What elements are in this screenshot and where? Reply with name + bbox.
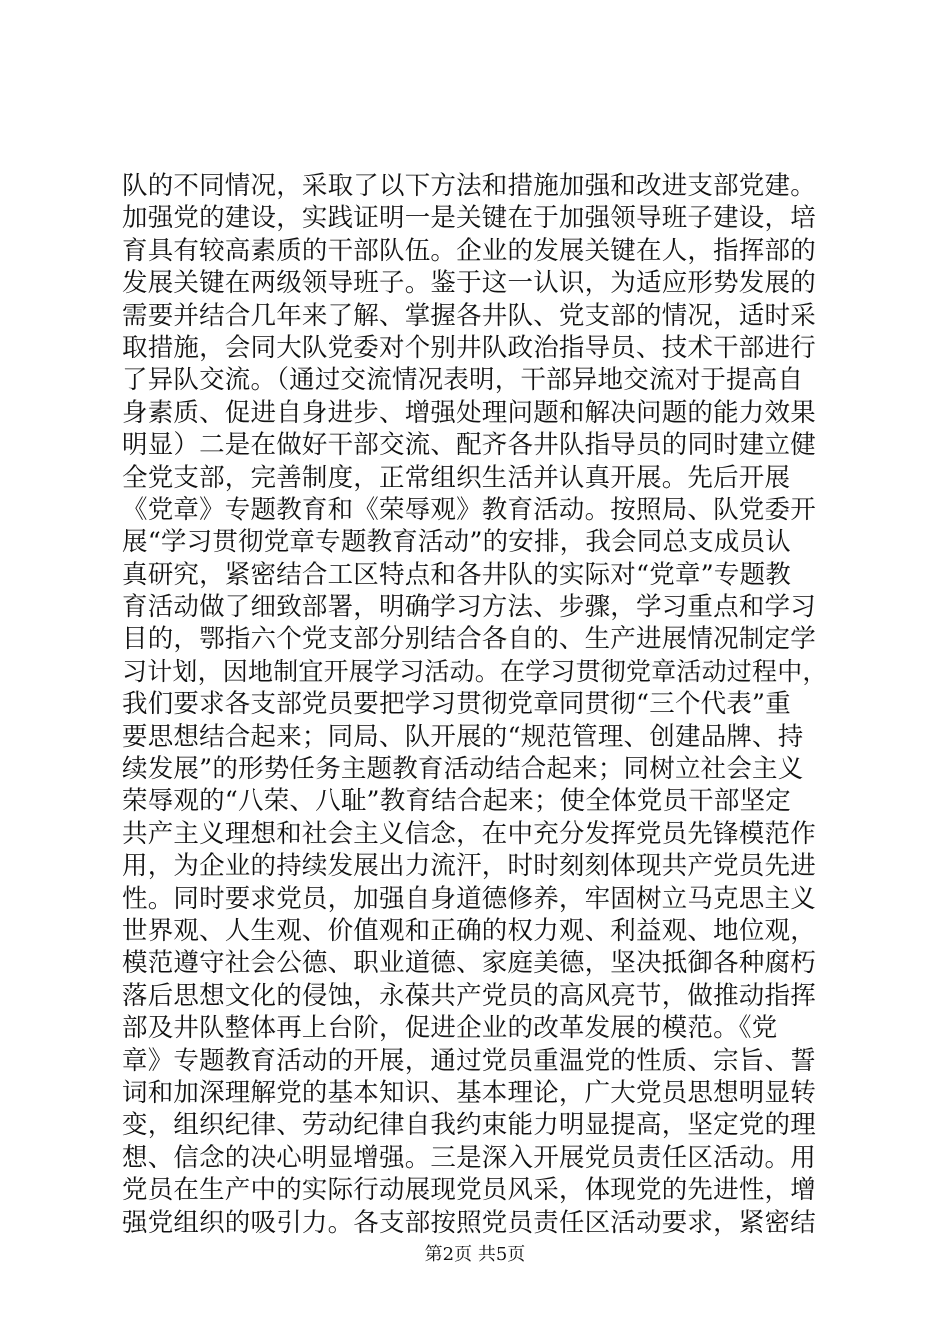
body-paragraph	[122, 170, 834, 1239]
text-line: 荣辱观的“八荣、八耻”教育结合起来；使全体党员干部坚定	[122, 786, 791, 817]
text-line: 明显）二是在做好干部交流、配齐各井队指导员的同时建立健	[122, 430, 816, 461]
text-line: 目的，鄂指六个党支部分别结合各自的、生产进展情况制定学	[122, 624, 816, 655]
text-line: 续发展”的形势任务主题教育活动结合起来；同树立社会主义	[122, 754, 804, 785]
text-line: 性。同时要求党员，加强自身道德修养，牢固树立马克思主义	[122, 883, 816, 914]
text-line: 习计划，因地制宜开展学习活动。在学习贯彻党章活动过程中，	[122, 656, 828, 686]
text-line: 党员在生产中的实际行动展现党员风采，体现党的先进性，增	[122, 1175, 816, 1206]
text-line: 加强党的建设，实践证明一是关键在于加强领导班子建设，培	[122, 203, 816, 234]
text-line: 全党支部，完善制度，正常组织生活并认真开展。先后开展	[122, 462, 791, 493]
text-line: 部及井队整体再上台阶，促进企业的改革发展的模范。《党	[122, 1013, 778, 1044]
text-line: 模范遵守社会公德、职业道德、家庭美德，坚决抵御各种腐朽	[122, 948, 816, 979]
text-line: 变，组织纪律、劳动纪律自我约束能力明显提高，坚定党的理	[122, 1110, 816, 1141]
text-line: 要思想结合起来；同局、队开展的“规范管理、创建品牌、持	[122, 721, 804, 752]
text-line: 取措施，会同大队党委对个别井队政治指导员、技术干部进行	[122, 332, 816, 363]
text-line: 需要并结合几年来了解、掌握各井队、党支部的情况，适时采	[122, 300, 816, 331]
text-line: 了异队交流。（通过交流情况表明，干部异地交流对于提高自	[122, 365, 804, 396]
text-line: 发展关键在两级领导班子。鉴于这一认识，为适应形势发展的	[122, 268, 816, 299]
text-line: 强党组织的吸引力。各支部按照党员责任区活动要求，紧密结	[122, 1207, 816, 1238]
text-line: 落后思想文化的侵蚀，永葆共产党员的高风亮节，做推动指挥	[122, 980, 816, 1011]
text-line: 想、信念的决心明显增强。三是深入开展党员责任区活动。用	[122, 1142, 816, 1173]
text-line: 词和加深理解党的基本知识、基本理论，广大党员思想明显转	[122, 1077, 816, 1108]
text-line: 育具有较高素质的干部队伍。企业的发展关键在人，指挥部的	[122, 235, 816, 266]
text-line: 世界观、人生观、价值观和正确的权力观、利益观、地位观，	[122, 915, 816, 946]
text-line: 展“学习贯彻党章专题教育活动”的安排，我会同总支成员认	[122, 527, 791, 558]
text-line: 真研究，紧密结合工区特点和各井队的实际对“党章”专题教	[122, 559, 791, 590]
text-line: 我们要求各支部党员要把学习贯彻党章同贯彻“三个代表”重	[122, 689, 791, 720]
text-line: 育活动做了细致部署，明确学习方法、步骤，学习重点和学习	[122, 592, 816, 623]
page-footer: 第2页 共5页	[424, 1244, 526, 1265]
text-line: 身素质、促进自身进步、增强处理问题和解决问题的能力效果	[122, 397, 816, 428]
text-line: 队的不同情况，采取了以下方法和措施加强和改进支部党建。	[122, 171, 816, 201]
text-line: 《党章》专题教育和《荣辱观》教育活动。按照局、队党委开	[122, 494, 816, 525]
text-line: 章》专题教育活动的开展，通过党员重温党的性质、宗旨、誓	[122, 1045, 816, 1076]
text-line: 共产主义理想和社会主义信念，在中充分发挥党员先锋模范作	[122, 818, 816, 849]
text-line: 用，为企业的持续发展出力流汗，时时刻刻体现共产党员先进	[122, 851, 816, 882]
